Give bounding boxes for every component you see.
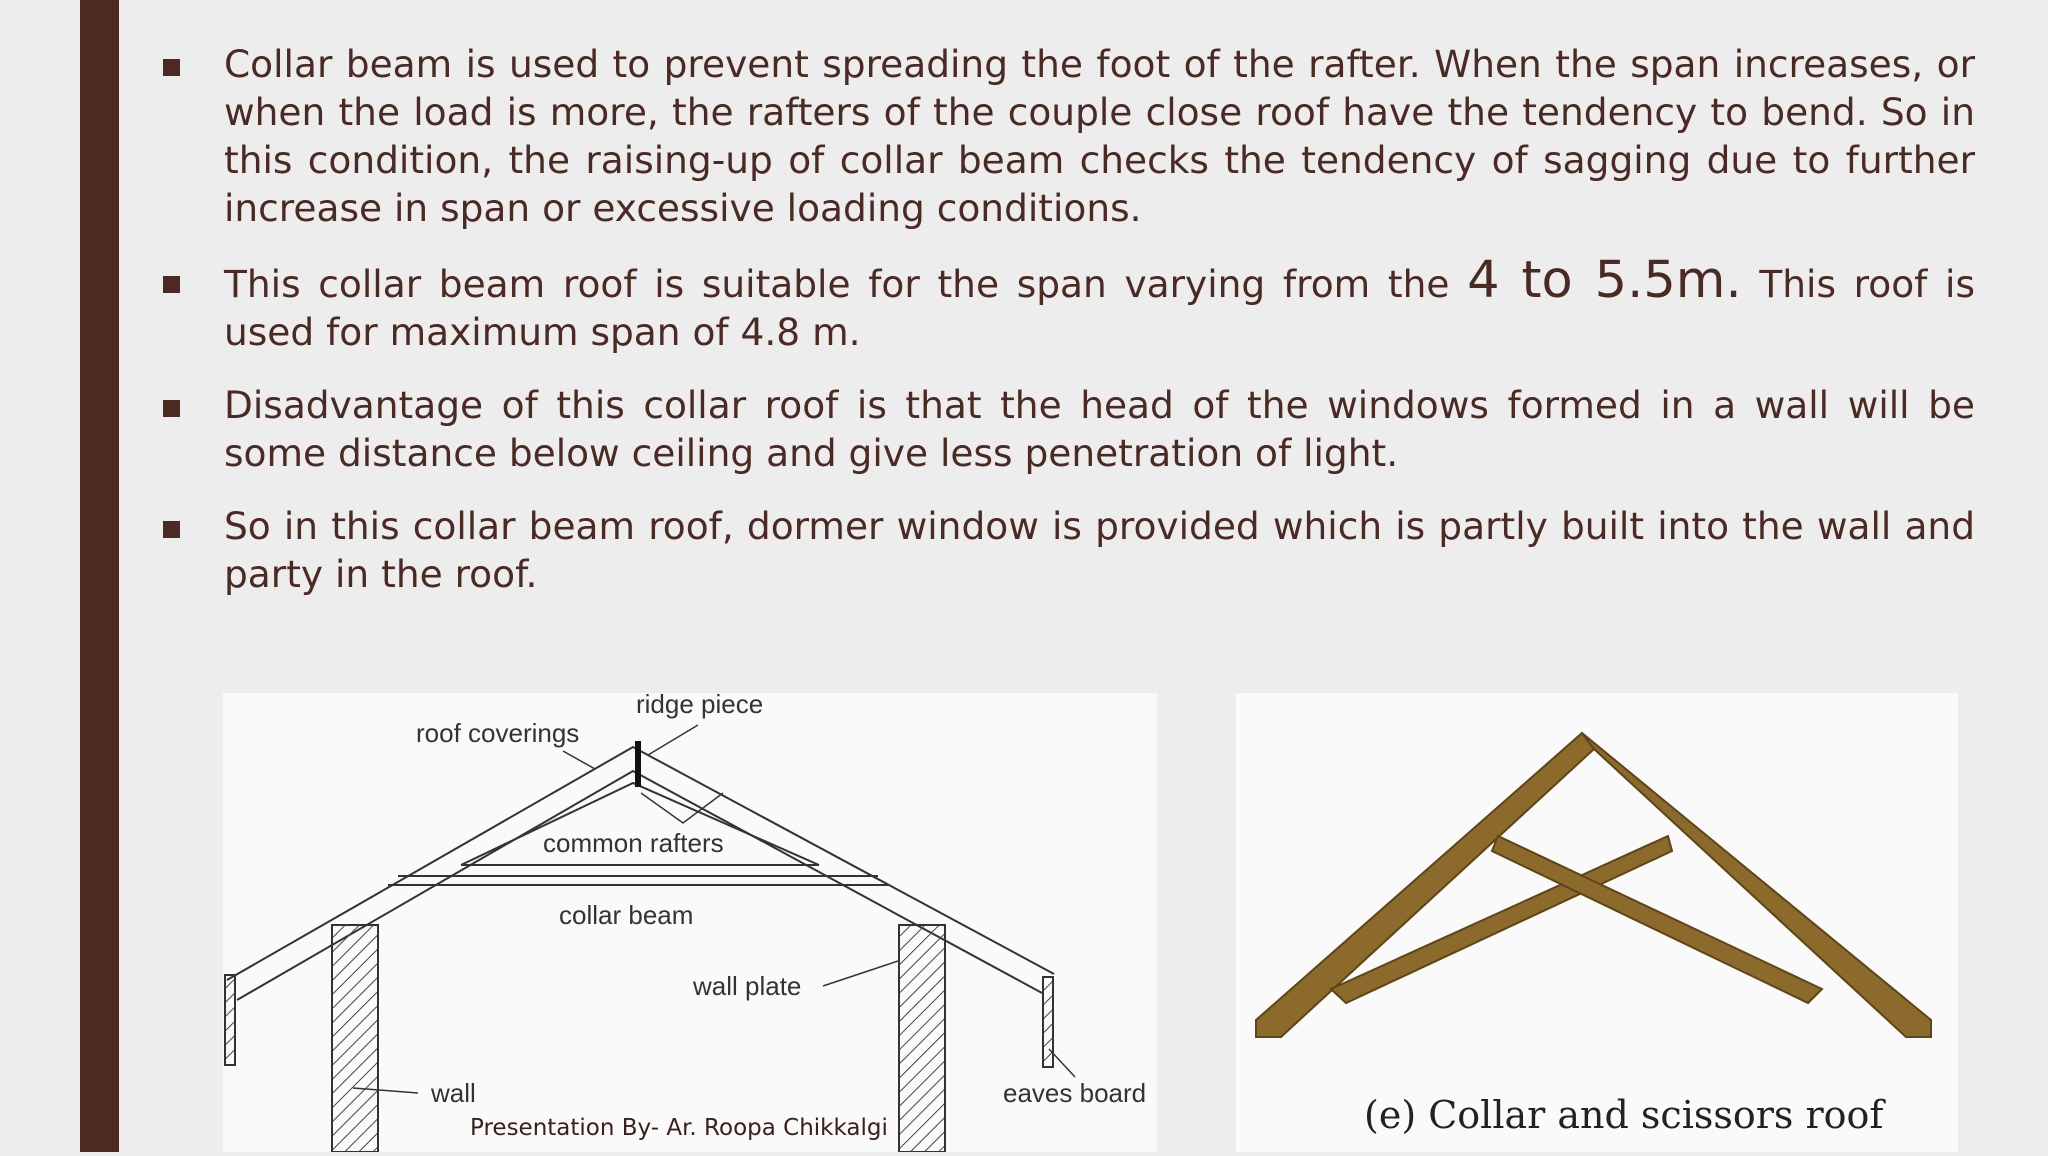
ridge-piece-mark [635,741,641,787]
diagram-caption: (e) Collar and scissors roof [1364,1093,1884,1137]
roof-section-drawing [223,693,1157,1152]
bullet-text: So in this collar beam roof, dormer window is provided which is partly built into the wall and party in the roof. [224,504,1975,596]
label-common-rafters: common rafters [543,828,724,858]
bullet-item [160,381,1975,477]
square-bullet-icon [163,276,180,293]
bullet-item [160,40,1975,232]
square-bullet-icon [163,59,180,76]
right-rafter [1582,733,1931,1037]
square-bullet-icon [163,521,180,538]
label-wall-plate: wall plate [693,971,802,1001]
presenter-footer: Presentation By- Ar. Roopa Chikkalgi [470,1115,888,1141]
label-collar-beam: collar beam [559,900,694,930]
accent-bar [80,0,119,1152]
bullet-text: Collar beam is used to prevent spreading the foot of the rafter. When the span increases, or when the load is more, the rafters of the couple close roof have the tendency to bend. So in this condition, the raising-up of collar beam checks the tendency of sagging due to further increase in span or excessive loading conditions. [224,42,1975,230]
bullet-text-after: This roof is used for maximum span of 4.8 m. [224,262,1975,354]
bullet-item [160,251,1975,356]
bullet-text: Disadvantage of this collar roof is that the head of the windows formed in a wall will be some distance below ceiling and give less penetration of light. [224,383,1975,475]
left-rafter [1256,733,1594,1037]
collar-beam-roof-diagram [223,693,1157,1152]
span-range-emphasis: 4 to 5.5m. [1467,251,1742,310]
scissor-brace-right [1492,836,1822,1003]
square-bullet-icon [163,400,180,417]
right-wall-hatch [899,925,945,1152]
label-eaves-board: eaves board [1003,1078,1147,1108]
label-wall: wall [431,1078,476,1108]
collar-scissors-roof-diagram [1236,693,1958,1152]
bullet-text-before: This collar beam roof is suitable for the span varying from the [224,262,1468,306]
left-wall-hatch [332,925,378,1152]
right-eaves-board [1043,977,1053,1067]
bullet-item [160,502,1975,598]
label-roof-coverings: roof coverings [416,718,580,748]
left-eaves-board [225,975,235,1065]
label-ridge-piece: ridge piece [636,693,764,719]
bullet-list [160,40,1975,623]
collar-scissors-drawing [1236,693,1958,1152]
